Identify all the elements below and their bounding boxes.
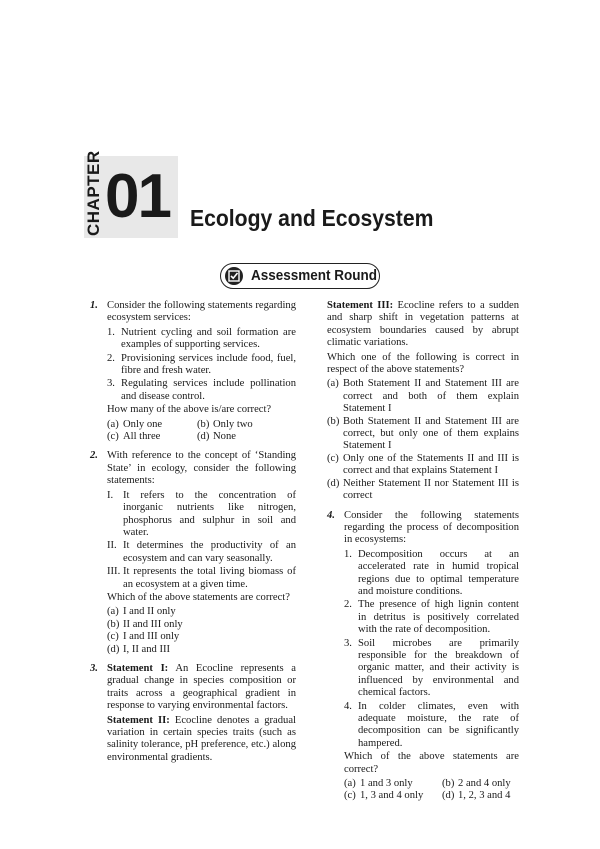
chapter-label: CHAPTER xyxy=(84,150,103,236)
statement-1: Statement I: An Ecocline represents a gradual change in species composition or traits across a geographical gradient in response to varying environmental factors. xyxy=(107,662,296,712)
option-d: (d) I, II and III xyxy=(107,643,171,655)
question-2 xyxy=(90,450,296,656)
chapter-number: 01 xyxy=(105,162,170,231)
option-a: (a) 1 and 3 only xyxy=(344,778,413,790)
option-a: (a) Both Statement II and Statement III are correct and both of them explain Statement I xyxy=(327,378,519,415)
option-a: (a) Only one xyxy=(107,418,163,430)
question-number: 2. xyxy=(90,450,98,462)
option-d: (d) 1, 2, 3 and 4 xyxy=(442,790,511,802)
chapter-title: Ecology and Ecosystem xyxy=(190,205,434,231)
option-c: (c) I and III only xyxy=(107,631,180,643)
question-stem: Consider the following statements regarding the process of decomposition in ecosystems: xyxy=(344,509,519,546)
assessment-round-banner xyxy=(220,263,380,289)
statement-item: II. It determines the productivity of an ecosystem and can vary seasonally. xyxy=(107,540,296,564)
statement-item: 3. Soil microbes are primarily responsible for the breakdown of organic matter, and their activity is influenced by environmental and chemical factors. xyxy=(344,637,519,699)
option-c: (c) Only one of the Statements II and III is correct and that explains Statement I xyxy=(327,452,519,477)
question-number: 4. xyxy=(327,509,335,521)
option-b: (b) Both Statement II and Statement III are correct, but only one of them explains Statement I xyxy=(327,415,519,452)
question-ask: How many of the above is/are correct? xyxy=(107,404,272,416)
option-b: (b) 2 and 4 only xyxy=(442,778,511,790)
statement-item: 2. Provisioning services include food, fuel, fibre and fresh water. xyxy=(107,352,296,377)
option-d: (d) Neither Statement II nor Statement III is correct xyxy=(327,477,519,502)
statement-item: I. It refers to the concentration of inorganic nutrients like nitrogen, phosphorus and sulphur in soil and water. xyxy=(107,489,296,538)
question-3 xyxy=(90,663,296,764)
statement-3: Statement III: Ecocline refers to a sudden and sharp shift in vegetation patterns at ecosystem boundaries caused by abrupt climatic variations. xyxy=(327,300,520,349)
statement-item: 4. In colder climates, even with adequate moisture, the rate of decomposition can be significantly hampered. xyxy=(344,700,519,749)
question-number: 3. xyxy=(90,662,98,674)
statement-item: 2. The presence of high lignin content in detritus is positively correlated with the rate of decomposition. xyxy=(344,599,519,636)
option-c: (c) All three xyxy=(107,431,161,443)
question-ask: Which of the above statements are correct? xyxy=(344,751,519,775)
question-3-continued xyxy=(327,300,519,503)
statement-item: 3. Regulating services include pollination and disease control. xyxy=(107,378,296,402)
assessment-round-label: Assessment Round xyxy=(251,267,378,284)
question-ask: Which of the above statements are correct? xyxy=(107,591,290,603)
statement-item: 1. Nutrient cycling and soil formation are examples of supporting services. xyxy=(107,326,296,351)
options-grid xyxy=(107,419,296,444)
statement-item: III. It represents the total living biomass of an ecosystem at a given time. xyxy=(107,566,296,590)
question-ask: Which one of the following is correct in respect of the above statements? xyxy=(327,351,519,376)
statement-2: Statement II: Ecocline denotes a gradual variation in certain species traits (such as salinity tolerance, pH preference, etc.) along environmental gradients. xyxy=(107,714,296,763)
question-stem: With reference to the concept of ‘Standing State’ in ecology, consider the following statements: xyxy=(107,450,296,487)
options-grid xyxy=(344,778,519,803)
option-a: (a) I and II only xyxy=(107,606,176,618)
option-d: (d) None xyxy=(197,431,236,443)
question-stem: Consider the following statements regarding ecosystem services: xyxy=(107,300,296,324)
right-column xyxy=(327,300,519,810)
question-4 xyxy=(327,510,519,803)
option-c: (c) 1, 3 and 4 only xyxy=(344,790,424,802)
question-number: 1. xyxy=(90,300,98,311)
left-column xyxy=(90,300,296,771)
question-1 xyxy=(90,300,296,443)
statement-item: 1. Decomposition occurs at an accelerated rate in humid tropical regions due to optimal temperature and moisture conditions. xyxy=(344,548,519,597)
option-b: (b) Only two xyxy=(197,418,253,430)
option-b: (b) II and III only xyxy=(107,618,183,630)
checklist-icon xyxy=(225,267,243,285)
